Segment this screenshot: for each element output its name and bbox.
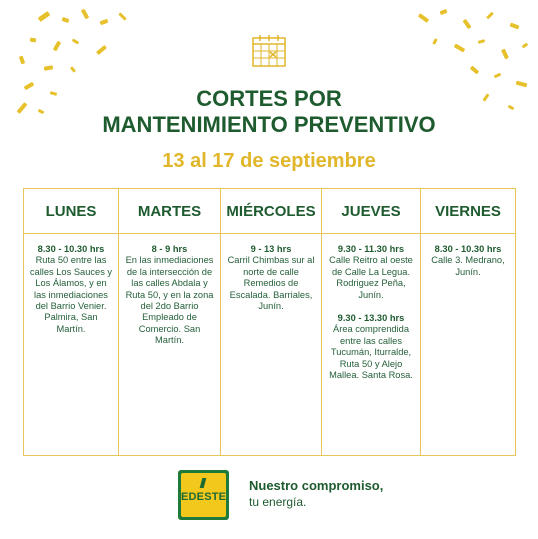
bolt-icon — [200, 478, 207, 488]
entry-time: 9 - 13 hrs — [250, 244, 292, 254]
entry-text: Calle 3. Medrano, Junín. — [431, 255, 505, 277]
calendar-icon — [251, 34, 287, 68]
entry-text: Carril Chimbas sur al norte de calle Remedios de Escalada. Barriales, Junín. — [227, 255, 315, 312]
day-header-viernes: VIERNES — [421, 189, 515, 234]
day-body-lunes — [24, 234, 118, 335]
day-header-martes: MARTES — [119, 189, 220, 234]
day-body-miercoles — [221, 234, 321, 312]
schedule-table — [23, 188, 516, 456]
entry-text: En las inmediaciones de la intersección de las calles Abdala y Ruta 50, y en la zona del 2do Barrio Empleado de Comercio. San Martín. — [125, 255, 214, 346]
entry-time: 8.30 - 10.30 hrs — [434, 244, 502, 254]
entry-time: 8.30 - 10.30 hrs — [37, 244, 105, 254]
column-miercoles — [221, 189, 322, 455]
entry-time: 9.30 - 11.30 hrs — [337, 244, 405, 254]
title-line-2: MANTENIMIENTO PREVENTIVO — [102, 112, 436, 137]
day-header-lunes: LUNES — [24, 189, 118, 234]
edeste-logo — [178, 470, 229, 520]
column-jueves — [322, 189, 421, 455]
entry-text: Ruta 50 entre las calles Los Sauces y Los Álamos, y en las inmediaciones del Barrio Venier. Palmira, San Martín. — [29, 255, 113, 334]
day-body-viernes — [421, 234, 515, 278]
column-lunes — [24, 189, 119, 455]
page-title — [0, 86, 538, 138]
day-header-jueves: JUEVES — [322, 189, 420, 234]
title-line-1: CORTES POR — [196, 86, 342, 111]
slogan-line-1: Nuestro compromiso, — [249, 478, 384, 493]
slogan-line-2: tu energía. — [249, 495, 307, 509]
day-body-jueves — [322, 234, 420, 381]
day-body-martes — [119, 234, 220, 347]
column-martes — [119, 189, 221, 455]
day-header-miercoles: MIÉRCOLES — [221, 189, 321, 234]
entry-time: 9.30 - 13.30 hrs — [337, 313, 405, 324]
entry-text: Calle Reitro al oeste de Calle La Legua. Rodriguez Peña, Junín. — [329, 255, 413, 300]
column-viernes — [421, 189, 515, 455]
logo-text: EDESTE — [181, 491, 227, 503]
date-range: 13 al 17 de septiembre — [162, 150, 376, 172]
entry-text: Área comprendida entre las calles Tucumán, Iturralde, Ruta 50 y Alejo Mallea. Santa Rosa. — [329, 324, 413, 381]
entry-time: 8 - 9 hrs — [151, 244, 188, 254]
